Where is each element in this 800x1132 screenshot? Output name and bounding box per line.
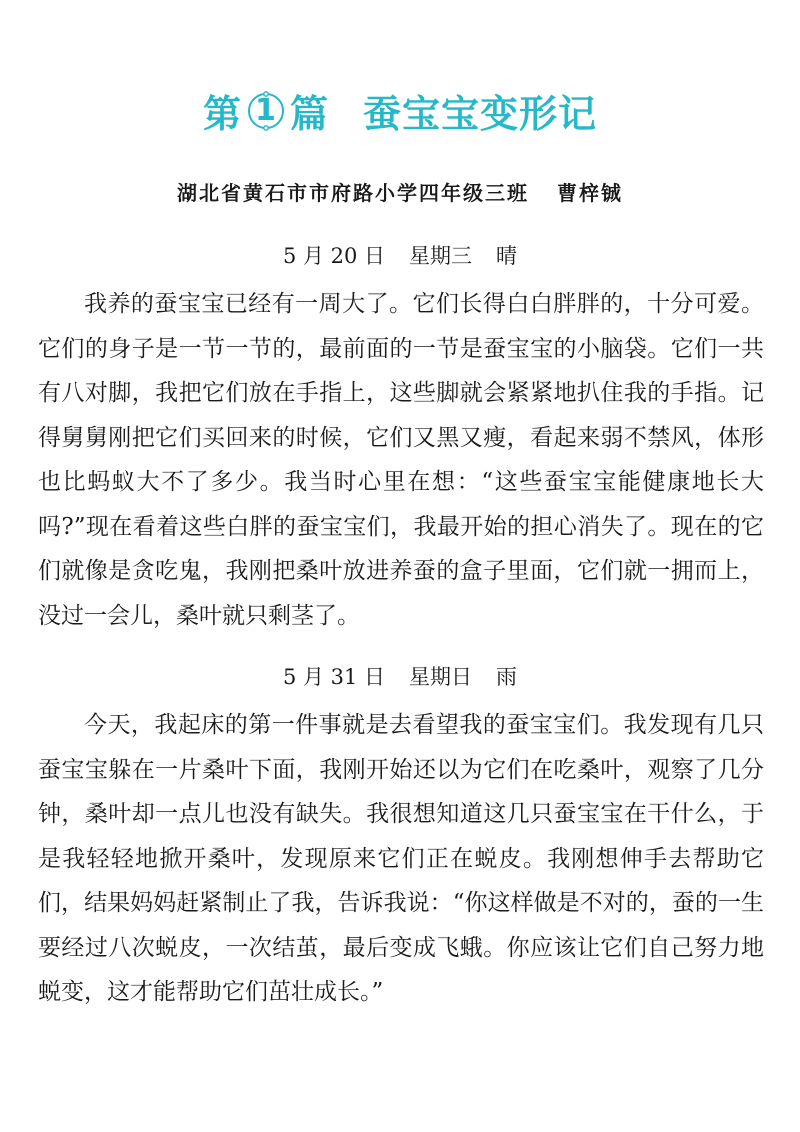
entry-date: 5 月 20 日 [282,244,386,268]
entry-paragraph: 我养的蚕宝宝已经有一周大了。它们长得白白胖胖的，十分可爱。它们的身子是一节一节的，最前面的一节是蚕宝宝的小脑袋。它们一共有八对脚，我把它们放在手指上，这些脚就会紧紧地扒住我的手指。记得舅舅刚把它们买回来的时候，它们又黑又瘦，看起来弱不禁风，体形也比蚂蚁大不了多少。我当时心里在想：“这些蚕宝宝能健康地长大吗?”现在看着这些白胖的蚕宝宝们，我最开始的担心消失了。现在的它们就像是贪吃鬼，我刚把桑叶放进养蚕的盒子里面，它们就一拥而上，没过一会儿，桑叶就只剩茎了。 [38,291,764,629]
title-number: 1 [255,93,277,128]
author-name: 曹梓铖 [557,181,623,205]
entry-date-line [0,240,800,272]
entry-date-line [0,661,800,693]
entry-weather: 雨 [496,665,518,689]
entry-weather: 晴 [496,244,518,268]
entry-paragraph: 今天，我起床的第一件事就是去看望我的蚕宝宝们。我发现有几只蚕宝宝躲在一片桑叶下面，我刚开始还以为它们在吃桑叶，观察了几分钟，桑叶却一点儿也没有缺失。我很想知道这几只蚕宝宝在干什么，于是我轻轻地掀开桑叶，发现原来它们正在蜕皮。我刚想伸手去帮助它们，结果妈妈赶紧制止了我，告诉我说：“你这样做是不对的，蚕的一生要经过八次蜕皮，一次结茧，最后变成飞蛾。你应该让它们自己努力地蜕变，这才能帮助它们茁壮成长。” [38,712,764,1005]
entry-weekday: 星期三 [409,244,473,268]
title-prefix: 第 [202,92,242,136]
article-title [0,86,800,142]
author-line [0,178,800,208]
title-number-badge [246,91,286,131]
title-text: 蚕宝宝变形记 [363,92,598,136]
entry-date: 5 月 31 日 [282,665,386,689]
entry-weekday: 星期日 [409,665,473,689]
title-suffix: 篇 [289,92,329,136]
author-school: 湖北省黄石市市府路小学四年级三班 [177,181,529,205]
